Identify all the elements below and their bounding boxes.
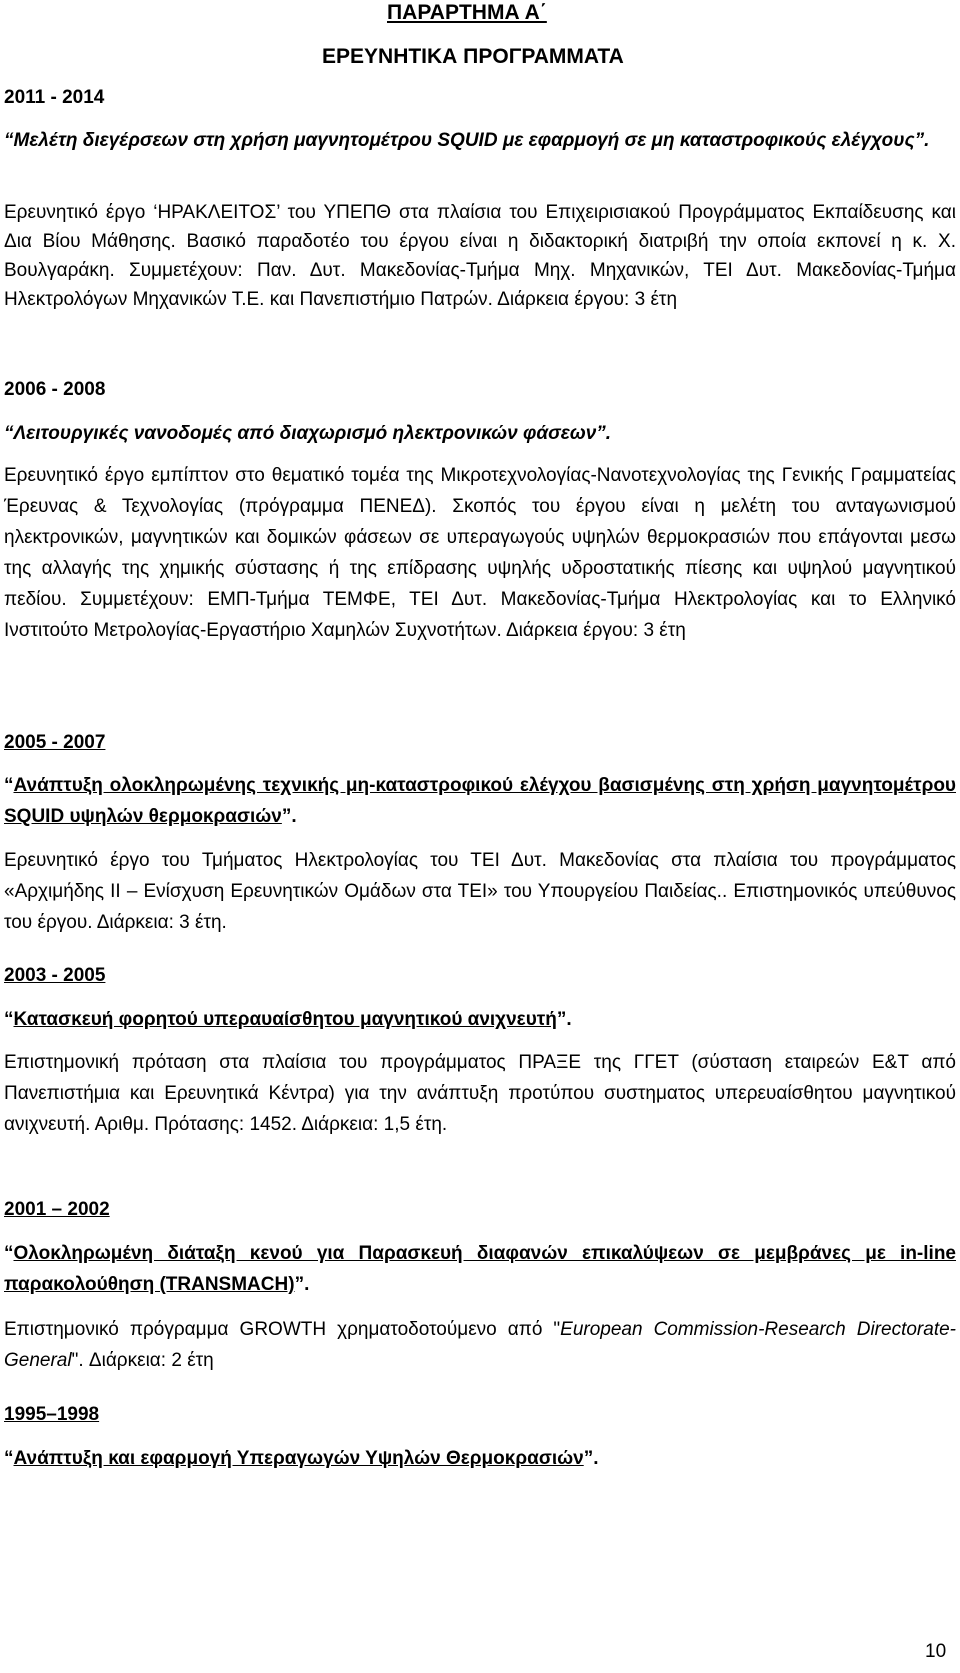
title-text: Ολοκληρωμένη διάταξη κενού για Παρασκευή διαφανών επικαλύψεων σε μεμβράνες με in-line παρακολούθηση (TRANSMACH) [4,1243,956,1295]
project-title: “Μελέτη διεγέρσεων στη χρήση μαγνητομέτρου SQUID με εφαρμογή σε μη καταστροφικούς ελέγχους”. [4,130,930,151]
title-quote-open: “ [4,1009,14,1030]
title-quote-open: “ [4,1243,14,1264]
title-quote-close: ”. [281,806,297,827]
title-text: Ανάπτυξη και εφαρμογή Υπεραγωγών Υψηλών Θερμοκρασιών [13,1448,584,1469]
description-text: Επιστημονικό πρόγραμμα GROWTH χρηματοδοτούμενο από " [4,1319,561,1340]
title-quote-close: ”. [294,1274,310,1295]
project-years: 2006 - 2008 [4,379,106,400]
project-title [4,1238,956,1300]
project-title [4,1004,956,1035]
page-number: 10 [925,1641,947,1662]
project-years: 2003 - 2005 [4,965,106,986]
project-years: 2005 - 2007 [4,732,106,753]
title-quote-close: ”. [583,1448,599,1469]
title-text: Ανάπτυξη ολοκληρωμένης τεχνικής μη-καταστροφικού ελέγχου βασισμένης στη χρήση μαγνητομέτρου SQUID υψηλών θερμοκρασιών [4,775,956,827]
title-quote-close: ”. [556,1009,572,1030]
project-years: 1995–1998 [4,1404,100,1425]
description-text-end: ". Διάρκεια: 2 έτη [71,1350,214,1371]
project-description [4,1314,956,1376]
title-quote-open: “ [4,1448,14,1469]
description-italic-text: European Commission-Research Directorate-General [4,1319,956,1371]
project-description: Ερευνητικό έργο εμπίπτον στο θεματικό τομέα της Μικροτεχνολογίας-Νανοτεχνολογίας της Γενικής Γραμματείας Έρευνας & Τεχνολογίας (πρόγραμμα ΠΕΝΕΔ). Σκοπός του έργου είναι η μελέτη του ανταγωνισμού ηλεκτρονικών, μαγνητικών και δομικών φάσεων σε υπεραγωγούς υψηλών θερμοκρασιών που επάγονται μεσω της αλλαγής της χημικής σύστασης ή της επίδρασης υψηλής υδροστατικής πίεσης και υψηλού μαγνητικού πεδίου. Συμμετέχουν: ΕΜΠ-Τμήμα ΤΕΜΦΕ, ΤΕΙ Δυτ. Μακεδονίας-Τμήμα Ηλεκτρολογίας και το Ελληνικό Ινστιτούτο Μετρολογίας-Εργαστήριο Χαμηλών Συχνοτήτων. Διάρκεια έργου: 3 έτη [4,465,956,641]
project-description: Ερευνητικό έργο ‘ΗΡΑΚΛΕΙΤΟΣ’ του ΥΠΕΠΘ στα πλαίσια του Επιχειρισιακού Προγράμματος Εκπαίδευσης και Δια Βίου Μάθησης. Βασικό παραδοτέο του έργου είναι η διδακτορική διατριβή την οποία εκπονεί η κ. Χ. Βουλγαράκη. Συμμετέχουν: Παν. Δυτ. Μακεδονίας-Τμήμα Μηχ. Μηχανικών, ΤΕΙ Δυτ. Μακεδονίας-Τμήμα Ηλεκτρολόγων Μηχανικών Τ.Ε. και Πανεπιστήμιο Πατρών. Διάρκεια έργου: 3 έτη [4,202,956,310]
project-years: 2001 – 2002 [4,1199,110,1220]
project-title [4,1443,956,1474]
section-title: ΕΡΕΥΝΗΤΙΚΑ ΠΡΟΓΡΑΜΜΑΤΑ [322,45,624,68]
project-title [4,770,956,832]
project-title: “Λειτουργικές νανοδομές από διαχωρισμό ηλεκτρονικών φάσεων”. [4,423,612,444]
title-quote-open: “ [4,775,14,796]
annex-title: ΠΑΡΑΡΤΗΜΑ Α΄ [387,1,547,24]
project-description: Επιστημονική πρόταση στα πλαίσια του προγράμματος ΠΡΑΞΕ της ΓΓΕΤ (σύσταση εταιρεών Ε&Τ από Πανεπιστήμια και Ερευνητικά Κέντρα) για την ανάπτυξη προτύπου συστηματος υπερευαίσθητου μαγνητικού ανιχνευτή. Αριθμ. Πρότασης: 1452. Διάρκεια: 1,5 έτη. [4,1052,956,1135]
project-years: 2011 - 2014 [4,87,105,108]
project-description: Ερευνητικό έργο του Τμήματος Ηλεκτρολογίας του ΤΕΙ Δυτ. Μακεδονίας στα πλαίσια του προγράμματος «Αρχιμήδης ΙΙ – Ενίσχυση Ερευνητικών Ομάδων στα ΤΕΙ» του Υπουργείου Παιδείας.. Επιστημονικός υπεύθυνος του έργου. Διάρκεια: 3 έτη. [4,850,956,933]
title-text: Κατασκευή φορητού υπεραυαίσθητου μαγνητικού ανιχνευτή [13,1009,557,1030]
